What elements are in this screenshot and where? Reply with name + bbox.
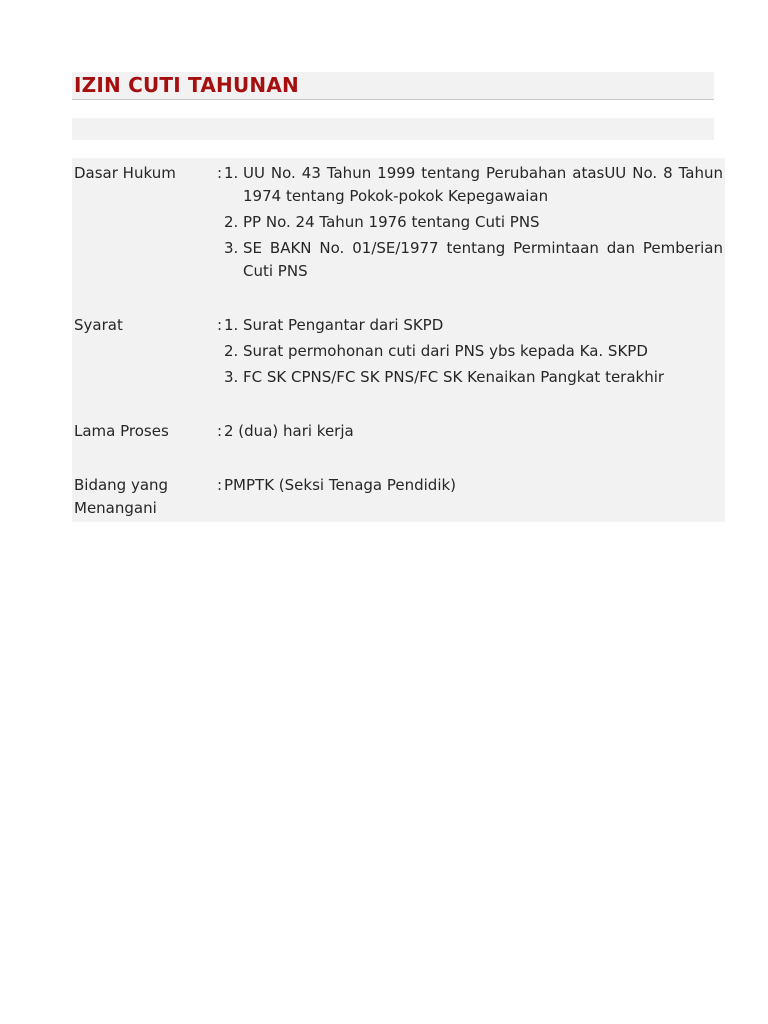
item-number: 2. [224,213,239,231]
item-text: SE BAKN No. 01/SE/1977 tentang Permintaan dan Pemberian Cuti PNS [243,239,723,280]
list-item [224,211,723,234]
item-number: 3. [224,239,239,257]
item-text: UU No. 43 Tahun 1999 tentang Perubahan atasUU No. 8 Tahun 1974 tentang Pokok-pokok Kepegawaian [243,164,723,205]
row-label: Lama Proses [74,422,169,440]
page-title: IZIN CUTI TAHUNAN [74,73,299,97]
item-number: 1. [224,164,239,182]
row-label: Syarat [74,316,123,334]
row-value: PMPTK (Seksi Tenaga Pendidik) [224,476,457,494]
blank-bar [72,118,714,140]
item-number: 2. [224,342,239,360]
title-bar [72,72,714,100]
list-item [224,237,723,283]
item-number: 1. [224,316,239,334]
list-item [224,340,723,363]
colon: : [217,164,223,182]
list-item [224,366,723,389]
info-panel [72,158,725,522]
colon: : [217,422,223,440]
list-item [224,162,723,208]
item-text: Surat permohonan cuti dari PNS ybs kepada Ka. SKPD [243,342,648,360]
colon: : [217,476,223,494]
row-value: 2 (dua) hari kerja [224,422,354,440]
item-list [224,314,723,392]
list-item [224,314,723,337]
item-number: 3. [224,368,239,386]
item-list [224,162,723,286]
item-text: Surat Pengantar dari SKPD [243,316,444,334]
item-text: PP No. 24 Tahun 1976 tentang Cuti PNS [243,213,540,231]
row-label: Bidang yang Menangani [74,476,169,517]
colon: : [217,316,223,334]
row-label: Dasar Hukum [74,164,176,182]
item-text: FC SK CPNS/FC SK PNS/FC SK Kenaikan Pangkat terakhir [243,368,665,386]
